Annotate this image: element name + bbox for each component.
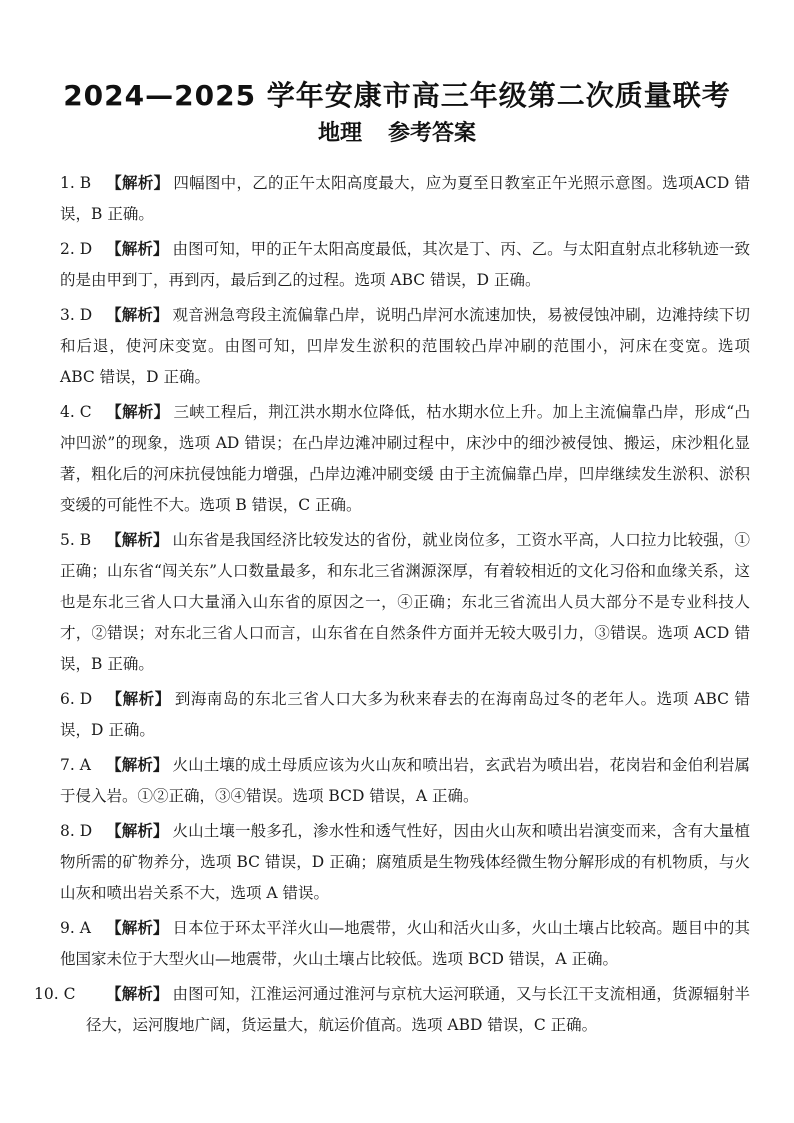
answer-item-8 <box>60 816 750 909</box>
analysis-tag: 【解析】 <box>106 919 169 937</box>
answer-text: 火山土壤一般多孔，渗水性和透气性好，因由火山灰和喷出岩演变而来，含有大量植物所需的矿物养分，选项 BC 错误，D 正确；腐殖质是生物残体经微生物分解形成的有机物质，与火山灰和喷出岩关系不大，选项 A 错误。 <box>60 822 750 902</box>
analysis-tag: 【解析】 <box>106 174 170 192</box>
answer-number: 7. A <box>60 756 91 774</box>
answer-number: 4. C <box>60 403 92 421</box>
answer-number: 5. B <box>60 531 92 549</box>
answer-item-5 <box>60 525 750 680</box>
analysis-tag: 【解析】 <box>106 822 169 840</box>
analysis-tag: 【解析】 <box>106 403 170 421</box>
answer-number: 10. C <box>34 985 76 1003</box>
answer-text: 四幅图中，乙的正午太阳高度最大，应为夏至日教室正午光照示意图。选项ACD 错误，B 正确。 <box>60 174 750 223</box>
analysis-tag: 【解析】 <box>106 985 169 1003</box>
answer-item-3 <box>60 300 750 393</box>
analysis-tag: 【解析】 <box>106 531 169 549</box>
analysis-tag: 【解析】 <box>106 306 169 324</box>
page-title: 2024—2025 学年安康市高三年级第二次质量联考 <box>63 79 731 112</box>
answer-number: 1. B <box>60 174 92 192</box>
answer-number: 8. D <box>60 822 93 840</box>
answer-item-7 <box>60 750 750 812</box>
answer-text: 三峡工程后，荆江洪水期水位降低，枯水期水位上升。加上主流偏靠凸岸，形成“凸冲凹淤”的现象，选项 AD 错误；在凸岸边滩冲刷过程中，床沙中的细沙被侵蚀、搬运，床沙粗化显著，粗化后的河床抗侵蚀能力增强，凸岸边滩冲刷变缓 由于主流偏靠凸岸，凹岸继续发生淤积、淤积变缓的可能性不大。选项 B 错误，C 正确。 <box>60 403 750 514</box>
analysis-tag: 【解析】 <box>106 690 171 708</box>
answer-number: 9. A <box>60 919 91 937</box>
answer-list <box>34 168 750 1045</box>
answer-item-9 <box>60 913 750 975</box>
analysis-tag: 【解析】 <box>106 756 169 774</box>
answer-text: 火山土壤的成土母质应该为火山灰和喷出岩，玄武岩为喷出岩，花岗岩和金伯利岩属于侵入岩。①②正确，③④错误。选项 BCD 错误，A 正确。 <box>60 756 750 805</box>
answer-text: 到海南岛的东北三省人口大多为秋来春去的在海南岛过冬的老年人。选项 ABC 错误，D 正确。 <box>60 690 750 739</box>
answer-number: 6. D <box>60 690 93 708</box>
answer-text: 山东省是我国经济比较发达的省份，就业岗位多，工资水平高，人口拉力比较强，①正确；山东省“闯关东”人口数量最多，和东北三省渊源深厚，有着较相近的文化习俗和血缘关系，这也是东北三省人口大量涌入山东省的原因之一，④正确；东北三省流出人员大部分不是专业科技人才，②错误；对东北三省人口而言，山东省在自然条件方面并无较大吸引力，③错误。选项 ACD 错误，B 正确。 <box>60 531 750 673</box>
answer-text: 由图可知，甲的正午太阳高度最低，其次是丁、丙、乙。与太阳直射点北移轨迹一致的是由甲到丁，再到丙，最后到乙的过程。选项 ABC 错误，D 正确。 <box>60 240 750 289</box>
page-subtitle <box>0 116 794 147</box>
answer-item-10 <box>34 979 750 1041</box>
answer-item-2 <box>60 234 750 296</box>
analysis-tag: 【解析】 <box>106 240 169 258</box>
answer-text: 由图可知，江淮运河通过淮河与京杭大运河联通，又与长江干支流相通，货源辐射半径大，运河腹地广阔，货运量大，航运价值高。选项 ABD 错误，C 正确。 <box>86 985 750 1034</box>
doc-type-label: 参考答案 <box>388 121 477 146</box>
answer-text: 日本位于环太平洋火山—地震带，火山和活火山多，火山土壤占比较高。题目中的其他国家未位于大型火山—地震带，火山土壤占比较低。选项 BCD 错误，A 正确。 <box>60 919 750 968</box>
answer-number: 3. D <box>60 306 93 324</box>
answer-number: 2. D <box>60 240 93 258</box>
answer-item-6 <box>60 684 750 746</box>
subject-label: 地理 <box>317 121 362 146</box>
answer-item-4 <box>60 397 750 521</box>
answer-text: 观音洲急弯段主流偏靠凸岸，说明凸岸河水流速加快，易被侵蚀冲刷，边滩持续下切和后退，使河床变宽。由图可知，凹岸发生淤积的范围较凸岸冲刷的范围小，河床在变宽。选项 ABC 错误，D 正确。 <box>60 306 750 386</box>
answer-item-1 <box>60 168 750 230</box>
